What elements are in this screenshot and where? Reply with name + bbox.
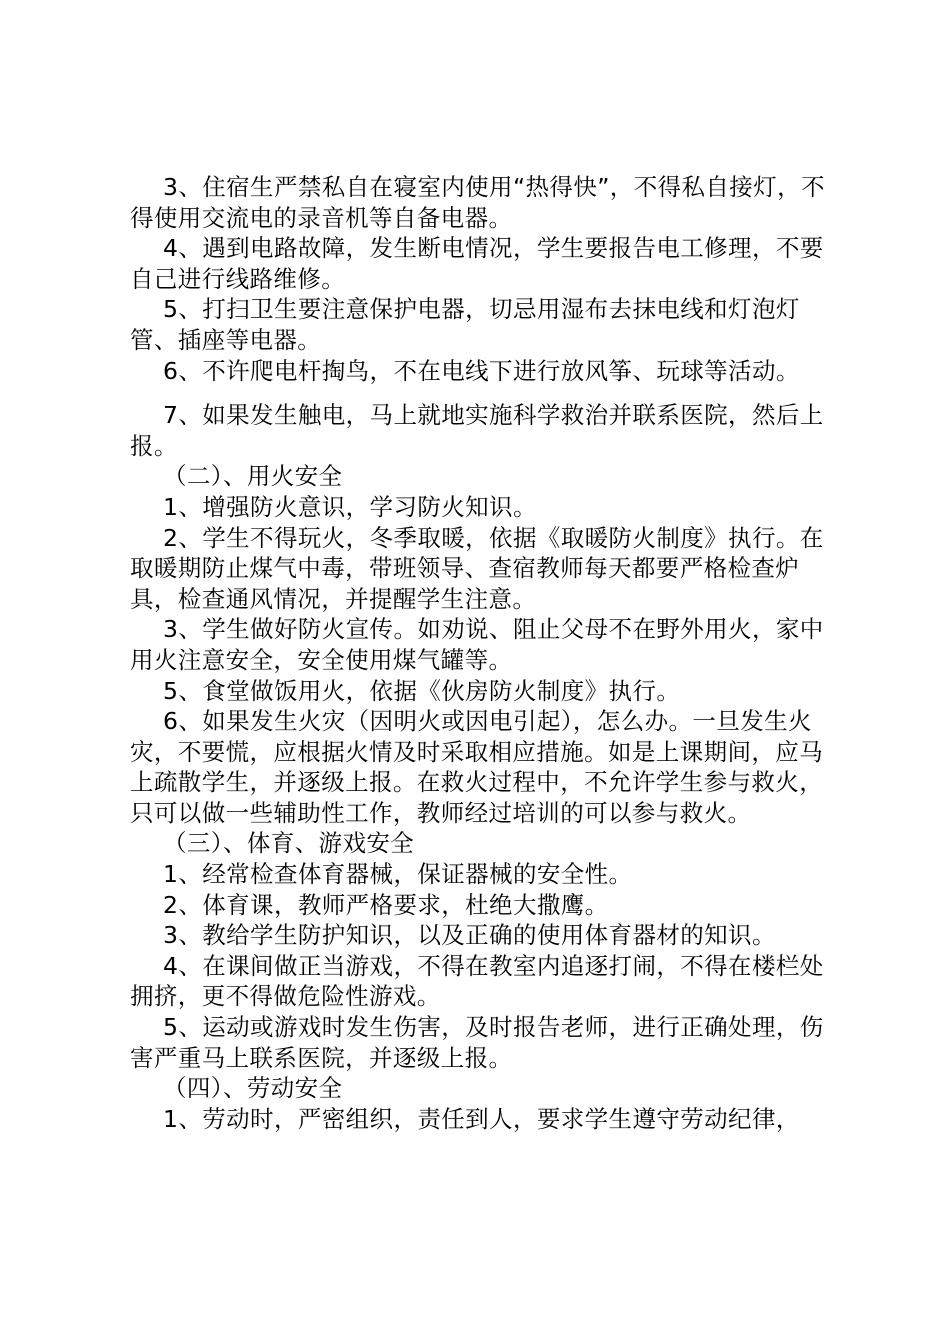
paragraph-item-4: 4、遇到电路故障，发生断电情况，学生要报告电工修理，不要自己进行线路维修。 bbox=[130, 234, 824, 293]
paragraph-fire-1: 1、增强防火意识，学习防火知识。 bbox=[163, 492, 537, 521]
paragraph-fire-2: 2、学生不得玩火，冬季取暖，依据《取暖防火制度》执行。在取暖期防止煤气中毒，带班领导、查宿教师每天都要严格检查炉具，检查通风情况，并提醒学生注意。 bbox=[130, 523, 824, 613]
paragraph-item-5: 5、打扫卫生要注意保护电器，切忌用湿布去抹电线和灯泡灯管、插座等电器。 bbox=[130, 295, 800, 354]
paragraph-item-3: 3、住宿生严禁私自在寝室内使用“热得快”，不得私自接灯，不得使用交流电的录音机等自备电器。 bbox=[130, 173, 825, 232]
paragraph-fire-5: 5、食堂做饭用火，依据《伙房防火制度》执行。 bbox=[163, 676, 681, 705]
section-heading-fire-safety: （二）、用火安全 bbox=[163, 462, 343, 491]
section-heading-labor-safety: （四）、劳动安全 bbox=[163, 1074, 343, 1103]
paragraph-item-7: 7、如果发生触电，马上就地实施科学救治并联系医院，然后上报。 bbox=[130, 401, 824, 460]
paragraph-sports-4: 4、在课间做正当游戏，不得在教室内追逐打闹，不得在楼栏处拥挤，更不得做危险性游戏。 bbox=[130, 951, 824, 1011]
paragraph-item-6: 6、不许爬电杆掏鸟，不在电线下进行放风筝、玩球等活动。 bbox=[163, 356, 800, 385]
paragraph-fire-3: 3、学生做好防火宣传。如劝说、阻止父母不在野外用火，家中用火注意安全，安全使用煤气罐等。 bbox=[130, 615, 824, 674]
paragraph-sports-5: 5、运动或游戏时发生伤害，及时报告老师，进行正确处理，伤害严重马上联系医院，并逐级上报。 bbox=[130, 1013, 824, 1072]
paragraph-fire-6: 6、如果发生火灾（因明火或因电引起），怎么办。一旦发生火灾，不要慌，应根据火情及时采取相应措施。如是上课期间，应马上疏散学生，并逐级上报。在救火过程中，不允许学生参与救火，只可以做一些辅助性工作，教师经过培训的可以参与救火。 bbox=[130, 707, 824, 827]
document-body bbox=[130, 172, 840, 1134]
paragraph-labor-1: 1、劳动时，严密组织，责任到人，要求学生遵守劳动纪律， bbox=[163, 1104, 800, 1133]
paragraph-sports-1: 1、经常检查体育器械，保证器械的安全性。 bbox=[163, 860, 633, 889]
section-heading-sports-safety: （三）、体育、游戏安全 bbox=[163, 829, 415, 858]
paragraph-sports-2: 2、体育课，教师严格要求，杜绝大撒鹰。 bbox=[163, 890, 609, 919]
paragraph-sports-3: 3、教给学生防护知识，以及正确的使用体育器材的知识。 bbox=[163, 921, 776, 950]
